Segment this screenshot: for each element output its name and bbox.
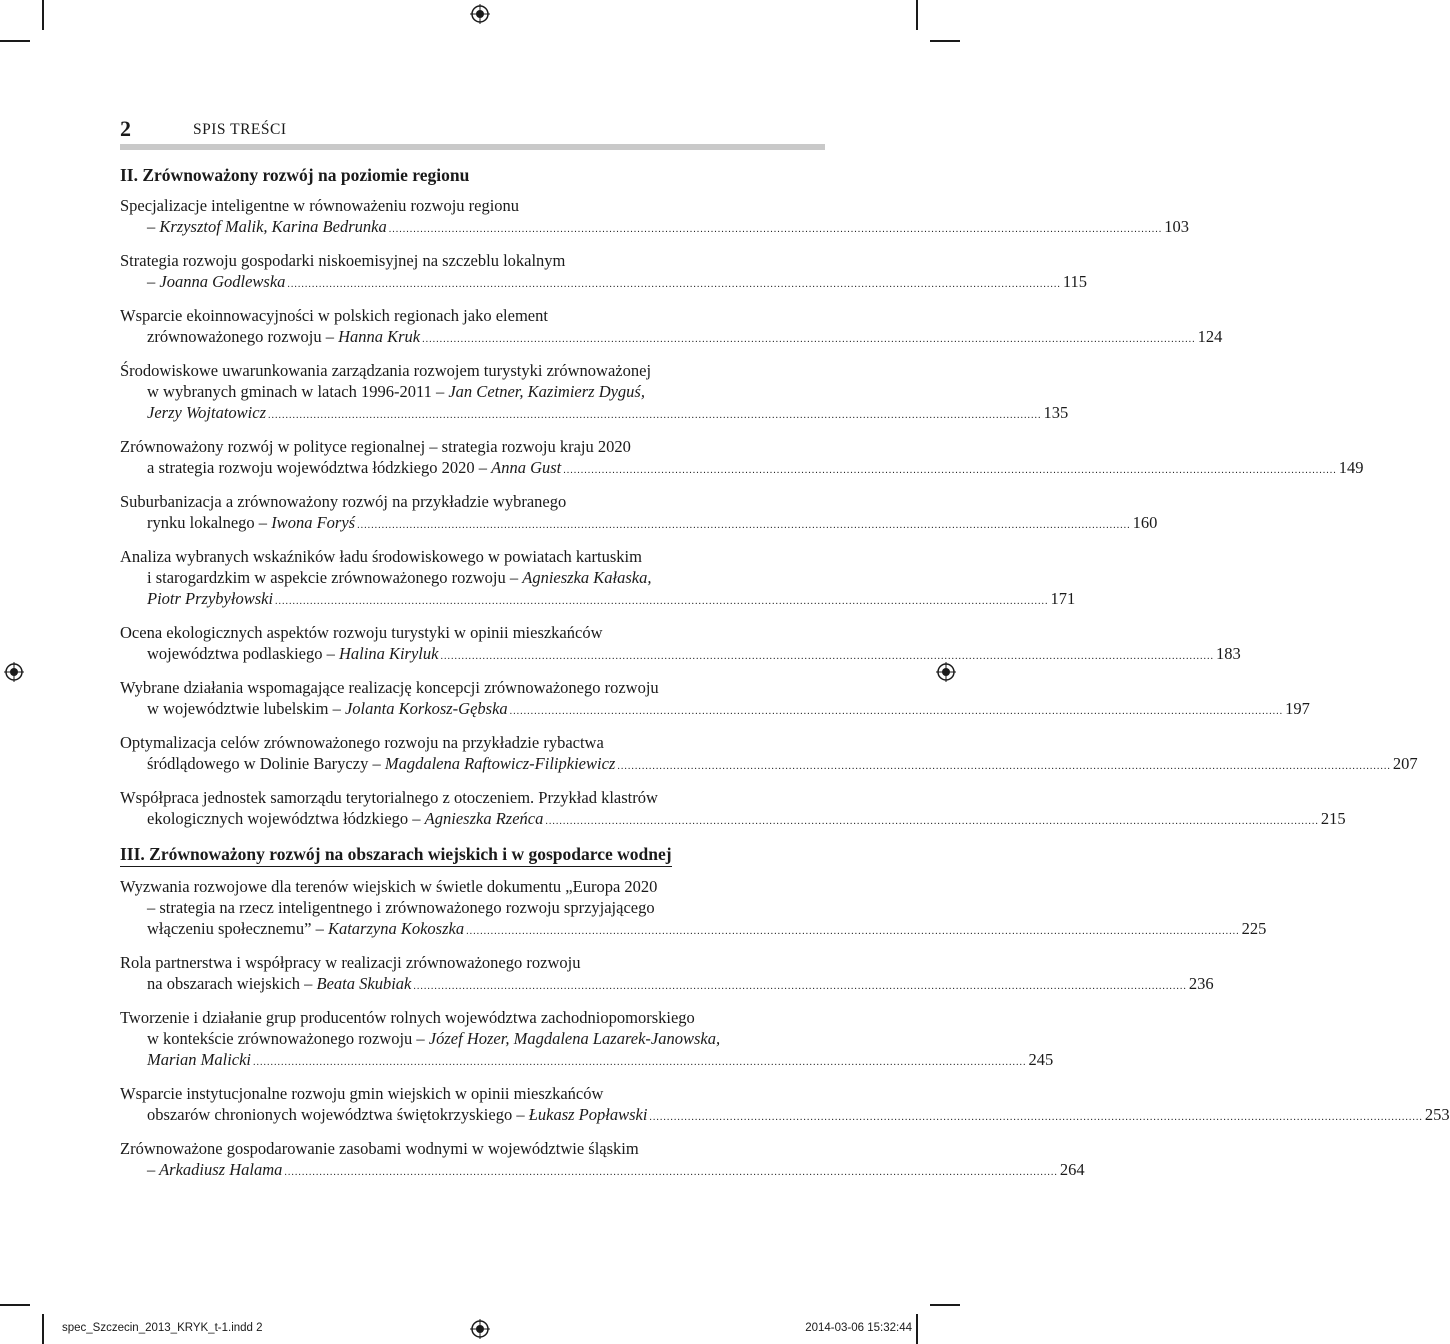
entry-title-line: województwa podlaskiego –	[147, 644, 339, 663]
entry-title-line: a strategia rozwoju województwa łódzkiego 2020 –	[147, 458, 492, 477]
leader-dots: .............................................................................................................................................................................................................................	[413, 981, 1187, 992]
entry-author: Jan Cetner, Kazimierz Dyguś,	[448, 382, 645, 401]
toc-entry[interactable]	[120, 1007, 1054, 1073]
entry-title-line: Strategia rozwoju gospodarki niskoemisyjnej na szczeblu lokalnym	[120, 251, 566, 270]
entry-page: 115	[1062, 272, 1088, 291]
entry-author: Jolanta Korkosz-Gębska	[344, 699, 508, 718]
entry-author: Marian Malicki	[147, 1050, 252, 1069]
print-slug	[62, 1322, 912, 1338]
leader-dots: .............................................................................................................................................................................................................................	[422, 334, 1196, 345]
entry-author: Anna Gust	[491, 458, 562, 477]
crop-mark	[42, 1314, 44, 1344]
toc-entry[interactable]	[120, 677, 1310, 722]
entry-title-line: Tworzenie i działanie grup producentów rolnych województwa zachodniopomorskiego	[120, 1008, 695, 1027]
toc-entry[interactable]	[120, 491, 1158, 536]
entry-title-line: Specjalizacje inteligentne w równoważeniu rozwoju regionu	[120, 196, 520, 215]
entry-title-line: Środowiskowe uwarunkowania zarządzania rozwojem turystyki zrównoważonej	[120, 361, 652, 380]
toc-entry[interactable]	[120, 952, 1214, 997]
toc-entry[interactable]	[120, 1138, 1085, 1183]
entry-page: 135	[1043, 403, 1069, 422]
entry-page: 149	[1338, 458, 1364, 477]
entry-title-line: Wybrane działania wspomagające realizację koncepcji zrównoważonego rozwoju	[120, 678, 659, 697]
entry-author: Agnieszka Kałaska,	[522, 568, 652, 587]
entry-title-line: w województwie lubelskim –	[147, 699, 345, 718]
leader-dots: .............................................................................................................................................................................................................................	[466, 926, 1240, 937]
toc-entry[interactable]	[120, 1083, 1450, 1128]
entry-page: 103	[1164, 217, 1189, 236]
header-rule	[120, 144, 825, 150]
crop-mark	[916, 0, 918, 30]
leader-dots: .............................................................................................................................................................................................................................	[287, 279, 1061, 290]
leader-dots: .............................................................................................................................................................................................................................	[253, 1057, 1027, 1068]
toc-entry[interactable]	[120, 250, 1088, 295]
entry-page: 236	[1188, 974, 1214, 993]
entry-title-line: i starogardzkim w aspekcie zrównoważonego rozwoju –	[147, 568, 523, 587]
registration-mark-icon	[4, 662, 24, 682]
entry-title-line: – strategia na rzecz inteligentnego i zrównoważonego rozwoju sprzyjającego	[147, 898, 655, 917]
entry-title-line: ekologicznych województwa łódzkiego –	[147, 809, 425, 828]
toc-entry[interactable]	[120, 436, 1364, 481]
entry-author: – Arkadiusz Halama	[147, 1160, 283, 1179]
toc-section-2	[120, 164, 1418, 842]
entry-title-line: Wyzwania rozwojowe dla terenów wiejskich w świetle dokumentu „Europa 2020	[120, 877, 658, 896]
entry-author: – Joanna Godlewska	[147, 272, 286, 291]
leader-dots: .............................................................................................................................................................................................................................	[388, 224, 1163, 235]
entry-page: 171	[1050, 589, 1076, 608]
leader-dots: .............................................................................................................................................................................................................................	[545, 816, 1319, 827]
toc-entry[interactable]	[120, 732, 1418, 777]
entry-author: Agnieszka Rzeńca	[424, 809, 544, 828]
entry-title-line: Wsparcie ekoinnowacyjności w polskich regionach jako element	[120, 306, 548, 325]
toc-entry[interactable]	[120, 876, 1267, 942]
entry-title-line: Ocena ekologicznych aspektów rozwoju turystyki w opinii mieszkańców	[120, 623, 603, 642]
entry-author: Katarzyna Kokoszka	[327, 919, 465, 938]
crop-mark	[42, 0, 44, 30]
entry-title-line: na obszarach wiejskich –	[147, 974, 317, 993]
entry-author: Jerzy Wojtatowicz	[147, 403, 267, 422]
toc-entry[interactable]	[120, 360, 1069, 426]
leader-dots: .............................................................................................................................................................................................................................	[649, 1112, 1423, 1123]
entry-title-line: zrównoważonego rozwoju –	[147, 327, 339, 346]
section-title: III. Zrównoważony rozwój na obszarach wiejskich i w gospodarce wodnej	[120, 843, 672, 867]
slug-filename: spec_Szczecin_2013_KRYK_t-1.indd 2	[62, 1322, 263, 1334]
entry-page: 197	[1285, 699, 1310, 718]
toc-section-3	[120, 843, 1450, 1193]
toc-entry[interactable]	[120, 787, 1346, 832]
running-title: SPIS TREŚCI	[193, 121, 287, 138]
entry-title-line: Optymalizacja celów zrównoważonego rozwoju na przykładzie rybactwa	[120, 733, 604, 752]
entry-title-line: śródlądowego w Dolinie Baryczy –	[147, 754, 385, 773]
entry-author: Piotr Przybyłowski	[147, 589, 274, 608]
entry-author: Iwona Foryś	[271, 513, 356, 532]
crop-mark	[916, 1314, 918, 1344]
entry-page: 160	[1132, 513, 1158, 532]
entry-title-line: Wsparcie instytucjonalne rozwoju gmin wiejskich w opinii mieszkańców	[120, 1084, 604, 1103]
crop-mark	[930, 40, 960, 42]
slug-timestamp: 2014-03-06 15:32:44	[805, 1322, 912, 1334]
entry-page: 225	[1241, 919, 1267, 938]
leader-dots: .............................................................................................................................................................................................................................	[268, 410, 1042, 421]
entry-title-line: Analiza wybranych wskaźników ładu środowiskowego w powiatach kartuskim	[120, 547, 642, 566]
crop-mark	[0, 1304, 30, 1306]
leader-dots: .............................................................................................................................................................................................................................	[563, 465, 1337, 476]
entry-page: 264	[1059, 1160, 1085, 1179]
entry-title-line: w kontekście zrównoważonego rozwoju –	[147, 1029, 429, 1048]
entry-page: 215	[1320, 809, 1346, 828]
entry-page: 124	[1197, 327, 1223, 346]
entry-title-line: Rola partnerstwa i współpracy w realizacji zrównoważonego rozwoju	[120, 953, 581, 972]
running-header	[120, 116, 825, 148]
entry-title-line: Suburbanizacja a zrównoważony rozwój na przykładzie wybranego	[120, 492, 567, 511]
leader-dots: .............................................................................................................................................................................................................................	[357, 520, 1131, 531]
entry-page: 207	[1392, 754, 1418, 773]
entry-author: Łukasz Popławski	[528, 1105, 648, 1124]
entry-title-line: obszarów chronionych województwa świętokrzyskiego –	[147, 1105, 529, 1124]
toc-entry[interactable]	[120, 622, 1241, 667]
toc-entry[interactable]	[120, 546, 1076, 612]
toc-entry[interactable]	[120, 305, 1223, 350]
entry-author: Halina Kiryluk	[339, 644, 439, 663]
registration-mark-icon	[470, 4, 490, 24]
section-title: II. Zrównoważony rozwój na poziomie regionu	[120, 165, 470, 185]
leader-dots: .............................................................................................................................................................................................................................	[275, 596, 1049, 607]
crop-mark	[0, 40, 30, 42]
entry-page: 183	[1215, 644, 1241, 663]
entry-title-line: rynku lokalnego –	[147, 513, 272, 532]
entry-author: Hanna Kruk	[338, 327, 421, 346]
entry-title-line: w wybranych gminach w latach 1996-2011 –	[147, 382, 449, 401]
toc-entry[interactable]	[120, 195, 1189, 240]
entry-author: Józef Hozer, Magdalena Lazarek-Janowska,	[428, 1029, 721, 1048]
entry-title-line: Współpraca jednostek samorządu terytorialnego z otoczeniem. Przykład klastrów	[120, 788, 658, 807]
entry-page: 245	[1028, 1050, 1054, 1069]
entry-author: Magdalena Raftowicz-Filipkiewicz	[384, 754, 616, 773]
entry-title-line: włączeniu społecznemu” –	[147, 919, 328, 938]
entry-author: Beata Skubiak	[316, 974, 412, 993]
entry-title-line: Zrównoważone gospodarowanie zasobami wodnymi w województwie śląskim	[120, 1139, 639, 1158]
entry-title-line: Zrównoważony rozwój w polityce regionalnej – strategia rozwoju kraju 2020	[120, 437, 631, 456]
leader-dots: .............................................................................................................................................................................................................................	[284, 1167, 1058, 1178]
entry-author: – Krzysztof Malik, Karina Bedrunka	[147, 217, 387, 236]
leader-dots: .............................................................................................................................................................................................................................	[617, 761, 1391, 772]
entry-page: 253	[1424, 1105, 1450, 1124]
leader-dots: .............................................................................................................................................................................................................................	[509, 706, 1284, 717]
crop-mark	[930, 1304, 960, 1306]
leader-dots: .............................................................................................................................................................................................................................	[440, 651, 1214, 662]
page-number: 2	[120, 116, 131, 141]
